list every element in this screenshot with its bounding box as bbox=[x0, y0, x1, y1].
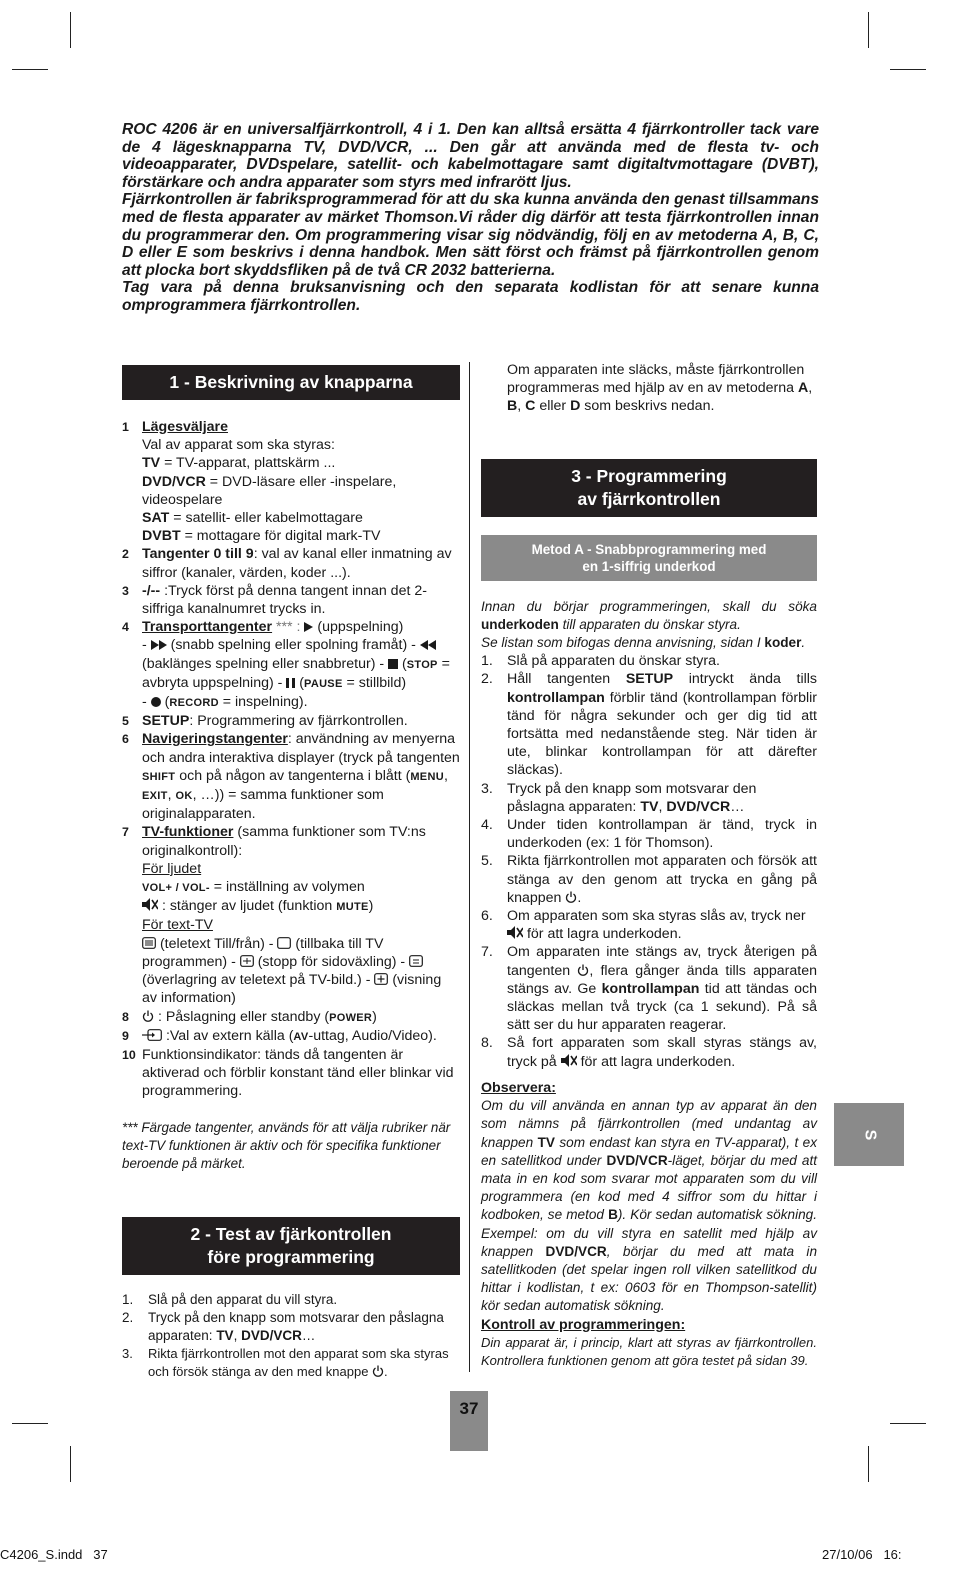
list-item: 2. Håll tangenten SETUP intryckt ända tills kontrollampan förblir tänd (kontrollampan förblir tänd för några sekunder och ger dig tid att fortsätta med nedanstående steg. När tiden är ute, blinkar kontrollampan för att därefter släckas). bbox=[481, 671, 817, 779]
method-a-heading: Metod A - Snabbprogrammering med en 1-siffrig underkod bbox=[481, 535, 817, 581]
mute-icon bbox=[507, 926, 523, 939]
fast-forward-icon bbox=[151, 640, 167, 650]
section-2-heading: 2 - Test av fjärkontrollen före programmering bbox=[122, 1217, 460, 1275]
test-steps bbox=[122, 1291, 460, 1381]
intro-paragraph: Fjärrkontrollen är fabriksprogrammerad för att du ska kunna använda den genast tillsammans med de flesta apparater av märket Thomson.Vi råder dig därför att testa fjärrkontrollen innan du programmerar den. Om programmering visar sig nödvändig, följ en av metoderna A, B, C, D eller E som beskrivs i denna handbok. Men sätt först och främst på fjärrkontrollen genom att plocka bort skyddsfliken på de två CR 2032 batterierna. bbox=[122, 191, 819, 279]
mute-icon bbox=[561, 1054, 577, 1067]
crop-mark bbox=[12, 1423, 48, 1424]
intro-paragraph: ROC 4206 är en universalfjärrkontroll, 4 i 1. Den kan alltså ersätta 4 fjärrkontroller tack vare de 4 lägesknapparna TV, DVD/VCR, ... Den går att använda med de flesta tv- och videoapparater, DVDspelare, satellit- och kabelmottagare samt digitaltvmottagare (DVBT), förstärkare och andra apparater som styrs med infrarött ljus. bbox=[122, 121, 819, 191]
page-number: 37 bbox=[450, 1391, 488, 1451]
list-item: 7 TV-funktioner (samma funktioner som TV:ns originalkontroll): För ljudet VOL+ / VOL- = inställning av volymen : stänger av ljudet (funktion MUTE) För text-TV (teletext Till/från) - (tillbaka till TV programmen) - (stopp för sidoväxling) - (överlagring av teletext på TV-bild.) - (visning av information) bbox=[122, 824, 442, 1007]
list-item: 5 SETUP: Programmering av fjärrkontrollen. bbox=[122, 713, 408, 730]
item-heading: Lägesväljare bbox=[142, 419, 228, 435]
rewind-icon bbox=[420, 640, 436, 650]
crop-mark bbox=[890, 1423, 926, 1424]
list-item: 3. Tryck på den knapp som motsvarar den påslagna apparaten: TV, DVD/VCR… bbox=[481, 780, 757, 815]
source-input-icon bbox=[142, 1029, 162, 1041]
button-description-list bbox=[122, 418, 460, 1101]
language-tab: S bbox=[834, 1103, 904, 1166]
list-item: 8 : Påslagning eller standby (POWER) bbox=[122, 1008, 377, 1025]
list-item: 1. Slå på apparaten du önskar styra. bbox=[481, 653, 720, 670]
crop-mark bbox=[70, 12, 71, 48]
record-icon bbox=[151, 697, 161, 707]
crop-mark bbox=[868, 1446, 869, 1482]
control-heading: Kontroll av programmeringen: bbox=[481, 1316, 686, 1333]
column-divider bbox=[469, 362, 470, 1372]
hold-icon bbox=[240, 955, 254, 967]
list-item: 6. Om apparaten som ska styras slås av, tryck ner för att lagra underkoden. bbox=[481, 908, 806, 943]
info-icon bbox=[374, 973, 388, 985]
crop-mark bbox=[70, 1446, 71, 1482]
list-item: 7. Om apparaten inte stängs av, tryck återigen på tangenten , flera gånger ända tills apparaten stängs av. Ge kontrollampan tid att tändas och släckas mellan två tryck (ca 1 sekund). På så sätt ser du hur apparaten reagerar. bbox=[481, 944, 817, 1034]
list-item: 2 Tangenter 0 till 9: val av kanal eller inmatning av siffror (kanaler, värden, koder ...). bbox=[122, 546, 452, 581]
intro-paragraph: Tag vara på denna bruksanvisning och den separata kodlistan för att senare kunna omprogrammera fjärrkontrollen. bbox=[122, 279, 819, 314]
list-item: 4 Transporttangenter *** : (uppspelning) - (snabb spelning eller spolning framåt) - (baklänges spelning eller snabbretur) - (STOP = avbryta uppspelning) - (PAUSE = stillbild) - (RECORD = inspelning). bbox=[122, 619, 450, 711]
observe-text: Om du vill använda en annan typ av apparat än den som nämns på fjärrkontrollen (med undantag av knappen TV som endast kan styra en TV-apparat), t ex en satellitkod under DVD/VCR-läget, börjar du med att mata in en kod som svarar mot apparaten som du vill programmera (en kod med 4 siffror som du hittar i kodboken, se metod B). Kör sedan automatisk sökning. Exempel: om du vill styra en satellit med hjälp av knappen DVD/VCR, börjar du med att mata in satellitkoden (det spelar ingen roll vilken satellitkod du hittar i kodlistan, t ex: 0603 för en Thompson-satellit) kör sedan automatisk sökning. bbox=[481, 1098, 818, 1314]
section-1-heading: 1 - Beskrivning av knapparna bbox=[122, 365, 460, 400]
list-item: 6 Navigeringstangenter: användning av menyerna och andra interaktiva displayer (tryck på tangenten SHIFT och på någon av tangenterna i blått (MENU, EXIT, OK, …)) = samma funktioner som originalapparaten. bbox=[122, 731, 460, 823]
control-text: Din apparat är, i princip, klart att styras av fjärrkontrollen. Kontrollera funktionen genom att göra testet på sidan 39. bbox=[481, 1334, 817, 1368]
list-item: 4. Under tiden kontrollampan är tänd, tryck in underkoden (ex: 1 för Thomson). bbox=[481, 817, 817, 852]
tv-icon bbox=[277, 937, 291, 949]
mute-icon bbox=[142, 898, 158, 911]
power-icon bbox=[577, 964, 589, 976]
left-column bbox=[122, 365, 460, 1381]
list-item: 1. Slå på den apparat du vill styra. bbox=[122, 1291, 338, 1307]
observe-heading: Observera: bbox=[481, 1079, 556, 1096]
list-item: 9 :Val av extern källa (AV-uttag, Audio/Video). bbox=[122, 1027, 437, 1044]
list-item: 8. Så fort apparaten som skall styras stängs av, tryck på för att lagra underkoden. bbox=[481, 1035, 817, 1070]
list-item: 3. Rikta fjärrkontrollen mot den apparat som ska styras och försök stänga av den med knappe . bbox=[122, 1345, 449, 1379]
right-column bbox=[481, 361, 817, 1370]
crop-mark bbox=[868, 12, 869, 48]
footer-filename: C4206_S.indd 37 bbox=[0, 1547, 108, 1562]
power-icon bbox=[142, 1010, 154, 1022]
list-item: 3 -/-- :Tryck först på denna tangent innan det 2-siffriga kanalnumret trycks in. bbox=[122, 582, 427, 618]
mix-icon bbox=[409, 955, 423, 967]
intro bbox=[122, 121, 819, 315]
crop-mark bbox=[12, 69, 48, 70]
section-3-heading: 3 - Programmering av fjärrkontrollen bbox=[481, 459, 817, 517]
stop-icon bbox=[388, 659, 398, 669]
list-item: 5. Rikta fjärrkontrollen mot apparaten och försök att stänga av den genom att trycka en gång på knappen . bbox=[481, 853, 817, 906]
power-icon bbox=[372, 1365, 384, 1377]
teletext-icon bbox=[142, 937, 156, 949]
method-intro: Innan du börjar programmeringen, skall du söka underkoden till apparaten du önskar styra. Se listan som bifogas denna anvisning, sidan I koder. bbox=[481, 598, 817, 651]
footer-timestamp: 27/10/06 16: bbox=[822, 1547, 902, 1562]
list-item: 2. Tryck på den knapp som motsvarar den påslagna apparaten: TV, DVD/VCR… bbox=[122, 1309, 444, 1343]
fallback-note: Om apparaten inte släcks, måste fjärrkontrollen programmeras med hjälp av en av metoderna A, B, C eller D som beskrivs nedan. bbox=[507, 362, 813, 415]
crop-mark bbox=[890, 69, 926, 70]
list-item: 1 Lägesväljare Val av apparat som ska styras: TV = TV-apparat, plattskärm ... DVD/VCR = DVD-läsare eller -inspelare, videospelare SAT = satellit- eller kabelmottagare DVBT = mottagare för digital mark-TV bbox=[122, 419, 397, 545]
list-item: 10 Funktionsindikator: tänds då tangenten är aktiverad och förblir konstant tänd eller blinkar vid programmering. bbox=[122, 1046, 454, 1100]
pause-icon bbox=[286, 678, 295, 688]
power-icon bbox=[565, 891, 577, 903]
programming-steps bbox=[481, 652, 817, 1071]
footnote: *** Färgade tangenter, används för att välja rubriker när text-TV funktionen är aktiv och för specifika funktioner beroende på märket. bbox=[122, 1119, 451, 1172]
